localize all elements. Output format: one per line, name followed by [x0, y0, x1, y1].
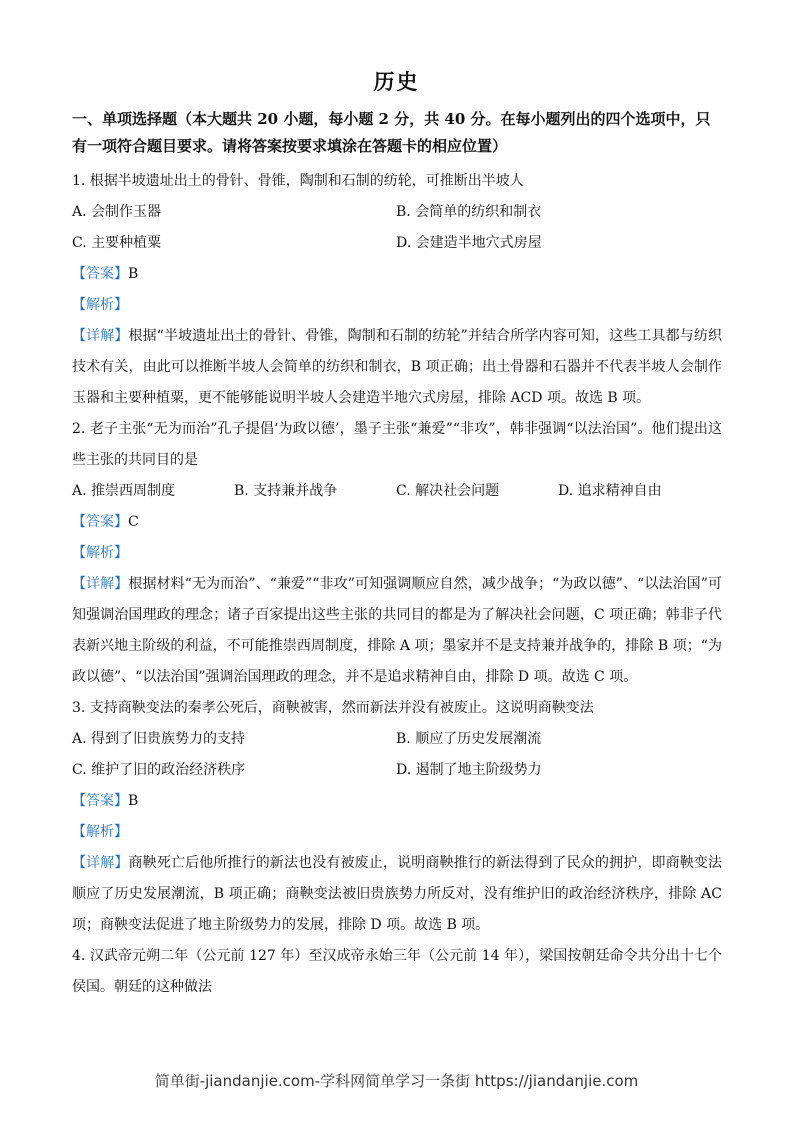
analysis-row: [72, 538, 722, 569]
detail-label: 【详解】: [72, 328, 129, 344]
analysis-row: [72, 817, 722, 848]
detail-paragraph: [72, 321, 722, 414]
detail-label: 【详解】: [72, 855, 129, 871]
question-1-options: [72, 197, 722, 259]
option-c: C. 主要种植粟: [72, 235, 162, 251]
option-d: D. 追求精神自由: [558, 483, 662, 499]
option-d: D. 会建造半地穴式房屋: [396, 235, 542, 251]
question-2-options: [72, 476, 722, 507]
answer-label: 【答案】: [72, 266, 128, 282]
question-1-stem: 1. 根据半坡遗址出土的骨针、骨锥，陶制和石制的纺轮，可推断出半坡人: [72, 173, 524, 189]
option-b: B. 顺应了历史发展潮流: [396, 731, 542, 747]
answer-value: C: [128, 514, 139, 530]
option-a: A. 得到了旧贵族势力的支持: [72, 731, 246, 747]
section-heading: 一、单项选择题（本大题共 20 小题，每小题 2 分，共 40 分。在每小题列出的四个选项中，只有一项符合题目要求。请将答案按要求填涂在答题卡的相应位置）: [72, 110, 711, 155]
answer-row: [72, 786, 722, 817]
option-b: B. 会简单的纺织和制衣: [396, 204, 542, 220]
answer-value: B: [128, 266, 139, 282]
analysis-row: [72, 290, 722, 321]
question-4-stem: 4. 汉武帝元朔二年（公元前 127 年）至汉成帝永始三年（公元前 14 年），梁国按朝廷命令共分出十七个侯国。朝廷的这种做法: [72, 948, 722, 995]
option-c: C. 维护了旧的政治经济秩序: [72, 762, 246, 778]
option-a: A. 会制作玉器: [72, 204, 162, 220]
analysis-label: 【解析】: [72, 824, 128, 840]
question-2-stem: 2. 老子主张“无为而治”孔子提倡‘为政以德’，墨子主张“兼爱”“非攻”，韩非强调“以法治国”。他们提出这些主张的共同目的是: [72, 421, 722, 468]
detail-text: 根据材料“无为而治”、“兼爱”“非攻”可知强调顺应自然，减少战争；“为政以德”、“以法治国”可知强调治国理政的理念；诸子百家提出这些主张的共同目的都是为了解决社会问题，C 项正确；韩非子代表新兴地主阶级的利益，不可能推崇西周制度，排除 A 项；墨家并不是支持兼并战争的，排除 B 项；“为政以德”、“以法治国”强调治国理政的理念，并不是追求精神自由，排除 D 项。故选 C 项。: [72, 576, 722, 685]
option-c: C. 解决社会问题: [396, 483, 500, 499]
detail-text: 根据“半坡遗址出土的骨针、骨锥，陶制和石制的纺轮”并结合所学内容可知，这些工具都与纺织技术有关，由此可以推断半坡人会简单的纺织和制衣，B 项正确；出土骨器和石器并不代表半坡人会制作玉器和主要种植粟，更不能够能说明半坡人会建造半地穴式房屋，排除 ACD 项。故选 B 项。: [72, 328, 723, 406]
answer-label: 【答案】: [72, 793, 128, 809]
detail-text: 商鞅死亡后他所推行的新法也没有被废止，说明商鞅推行的新法得到了民众的拥护，即商鞅变法顺应了历史发展潮流，B 项正确；商鞅变法被旧贵族势力所反对，没有维护旧的政治经济秩序，排除 AC 项；商鞅变法促进了地主阶级势力的发展，排除 D 项。故选 B 项。: [72, 855, 723, 933]
detail-label: 【详解】: [72, 576, 129, 592]
page-footer: 简单街-jiandanjie.com-学科网简单学习一条街 https://jiandanjie.com: [154, 1072, 639, 1090]
answer-value: B: [128, 793, 139, 809]
question-3-options: [72, 724, 722, 786]
answer-label: 【答案】: [72, 514, 128, 530]
document-body: [72, 106, 722, 1003]
answer-row: [72, 507, 722, 538]
analysis-label: 【解析】: [72, 545, 128, 561]
option-b: B. 支持兼并战争: [234, 483, 338, 499]
option-a: A. 推崇西周制度: [72, 483, 176, 499]
analysis-label: 【解析】: [72, 297, 128, 313]
answer-row: [72, 259, 722, 290]
option-d: D. 遏制了地主阶级势力: [396, 762, 542, 778]
detail-paragraph: [72, 848, 722, 941]
page-title: 历史: [373, 69, 420, 94]
question-3-stem: 3. 支持商鞅变法的秦孝公死后，商鞅被害，然而新法并没有被废止。这说明商鞅变法: [72, 700, 594, 716]
detail-paragraph: [72, 569, 722, 693]
